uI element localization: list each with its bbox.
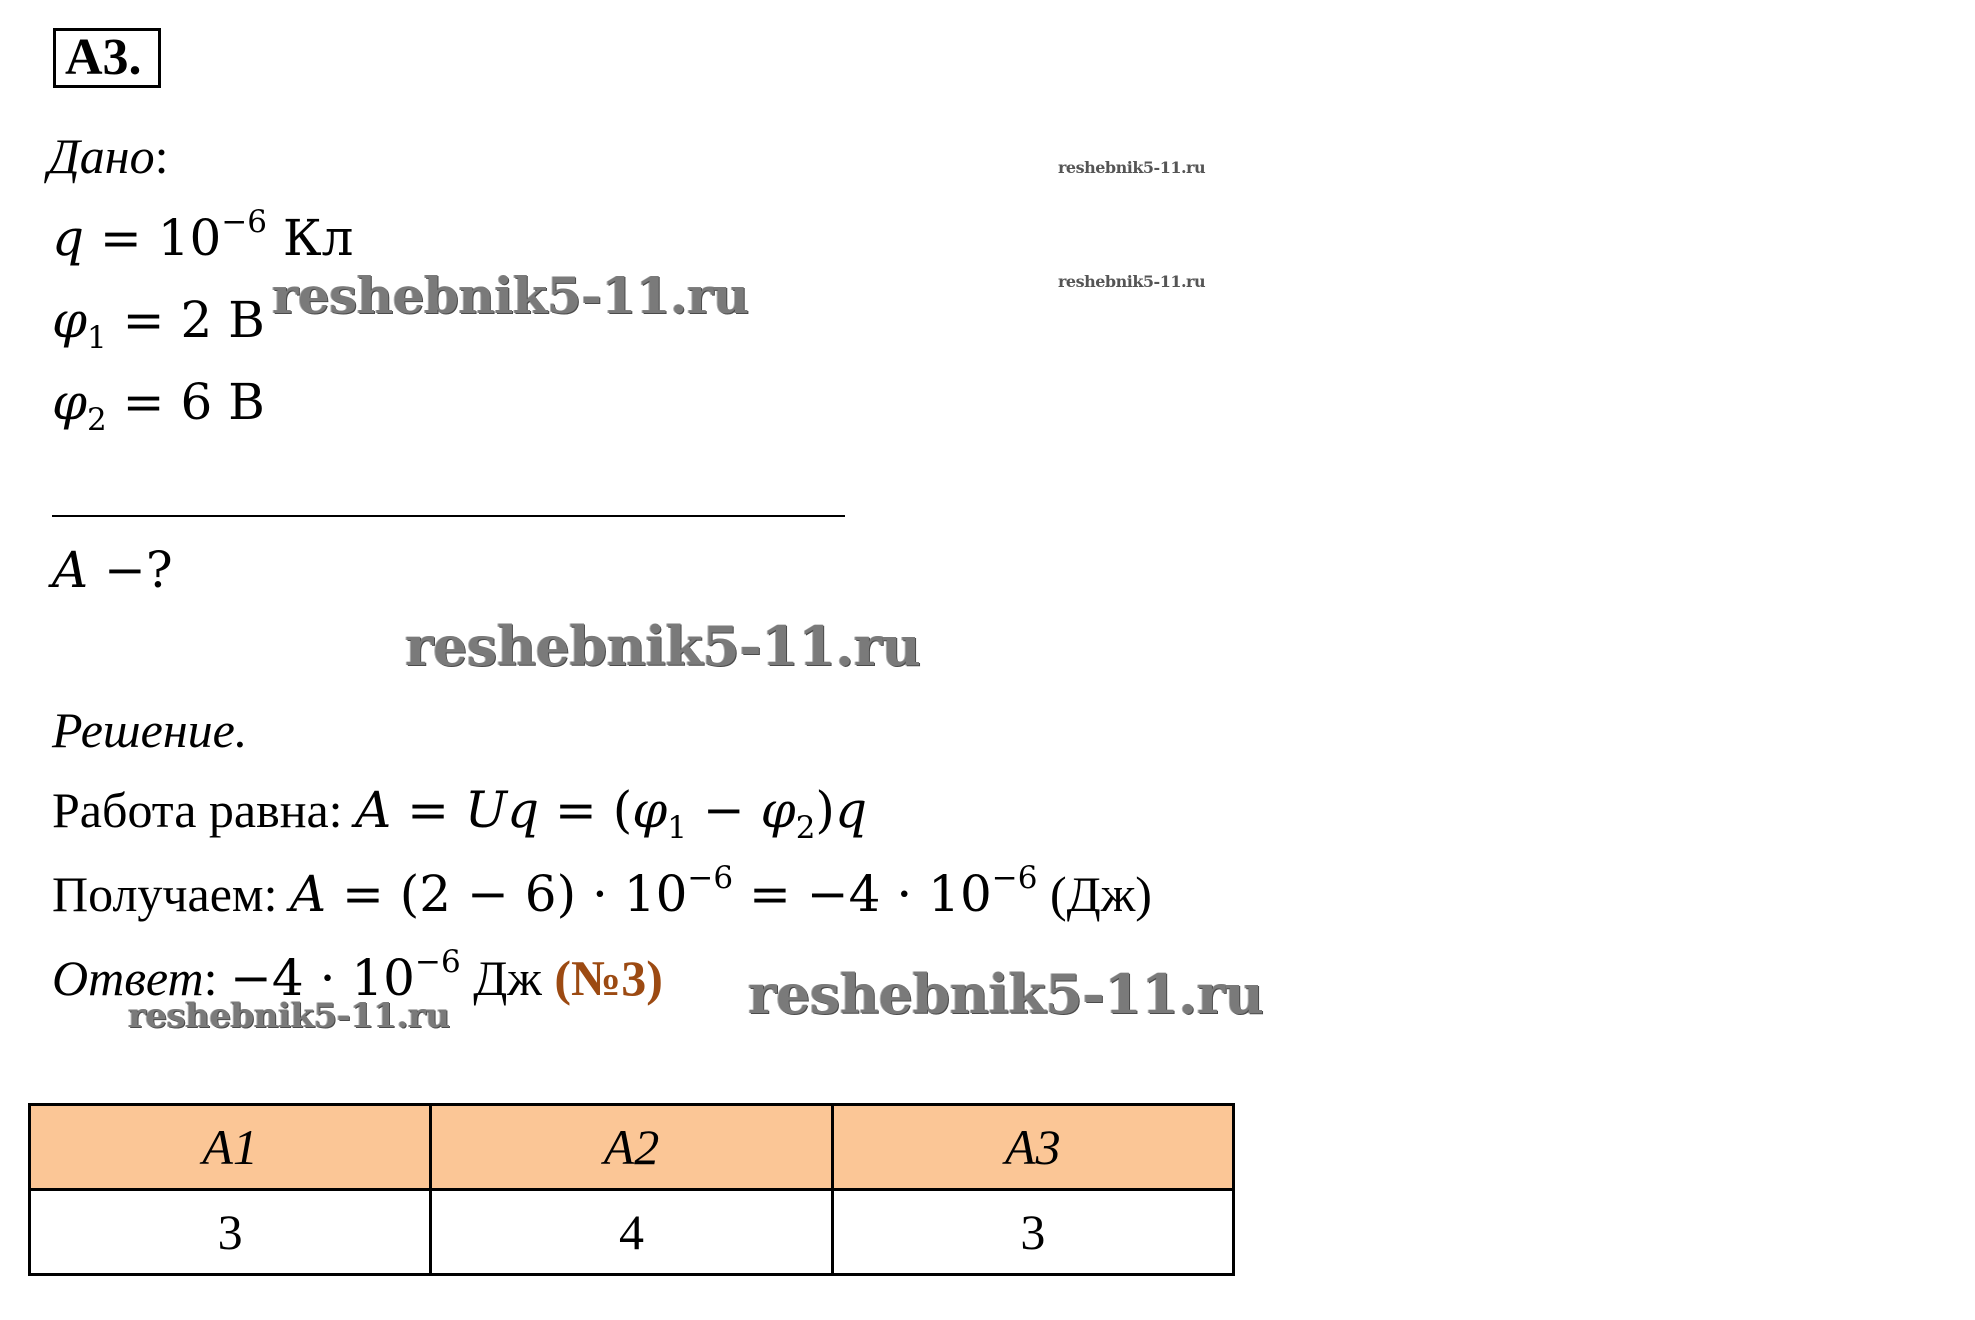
watermark: reshebnik5-11.ru	[748, 962, 1264, 1026]
answers-header-cell: А1	[30, 1105, 431, 1190]
answers-header-cell: А3	[832, 1105, 1233, 1190]
charge-unit: Кл	[267, 209, 354, 267]
given-charge	[52, 203, 354, 268]
result-line	[52, 859, 1152, 924]
work-symbol: A	[52, 541, 89, 599]
answers-header-cell: А2	[431, 1105, 832, 1190]
work-symbol: A	[289, 865, 327, 923]
given-heading	[48, 126, 169, 186]
phi-symbol: φ	[52, 373, 88, 431]
potential-value: 6 В	[180, 373, 265, 431]
result-label: Получаем:	[52, 866, 290, 922]
charge-exponent: −6	[221, 203, 268, 240]
equals-sign: =	[391, 781, 465, 839]
potential-value: 2 В	[180, 291, 265, 349]
watermark: reshebnik5-11.ru	[1058, 272, 1206, 291]
solution-heading: Решение.	[52, 702, 248, 758]
answers-value-cell: 4	[431, 1190, 832, 1275]
given-heading-colon: :	[154, 128, 169, 184]
given-heading-text: Дано	[48, 128, 155, 184]
charge-symbol: q	[507, 781, 540, 839]
task-number: А3.	[53, 28, 161, 88]
charge-symbol: q	[834, 781, 867, 839]
phi-subscript: 2	[87, 401, 107, 438]
phi-subscript: 1	[87, 319, 107, 356]
answer-value: −4 · 10	[229, 949, 415, 1007]
equals-sign: =	[106, 373, 181, 431]
given-divider-line	[52, 515, 845, 517]
answer-unit: Дж	[460, 950, 555, 1006]
answers-table	[28, 1103, 1235, 1276]
watermark: reshebnik5-11.ru	[272, 266, 749, 325]
voltage-symbol: U	[464, 781, 508, 839]
answers-value-cell: 3	[30, 1190, 431, 1275]
equals-sign: =	[106, 291, 181, 349]
answer-label: Ответ	[52, 950, 204, 1006]
result-unit: (Дж)	[1037, 866, 1152, 922]
result-exponent-2: −6	[991, 859, 1038, 896]
charge-symbol: q	[52, 209, 85, 267]
phi-subscript: 2	[795, 809, 816, 846]
answer-exponent: −6	[414, 943, 461, 980]
watermark: reshebnik5-11.ru	[128, 996, 450, 1036]
charge-base: 10	[157, 209, 222, 267]
close-paren: )	[815, 781, 835, 839]
find-question: −?	[88, 541, 173, 599]
watermark: reshebnik5-11.ru	[1058, 158, 1206, 177]
work-formula-line	[52, 780, 867, 846]
equals-paren: = (	[539, 781, 633, 839]
answers-header-row	[30, 1105, 1234, 1190]
result-exponent-1: −6	[687, 859, 734, 896]
answer-option-ref: (№3)	[554, 950, 663, 1006]
watermark: reshebnik5-11.ru	[405, 614, 921, 678]
work-symbol: A	[355, 781, 392, 839]
result-expression: = (2 − 6) · 10	[326, 865, 688, 923]
phi-symbol: φ	[632, 781, 668, 839]
equals-sign: =	[84, 209, 158, 267]
given-potential-2	[52, 372, 265, 438]
phi-symbol: φ	[52, 291, 88, 349]
answers-value-row	[30, 1190, 1234, 1275]
given-potential-1	[52, 290, 265, 356]
answer-colon: :	[203, 950, 230, 1006]
find-line	[52, 540, 173, 600]
answers-value-cell: 3	[832, 1190, 1233, 1275]
phi-subscript: 1	[667, 809, 687, 846]
phi-symbol: φ	[760, 781, 796, 839]
work-label: Работа равна:	[52, 782, 356, 838]
minus-sign: −	[686, 781, 761, 839]
result-middle: = −4 · 10	[733, 865, 992, 923]
